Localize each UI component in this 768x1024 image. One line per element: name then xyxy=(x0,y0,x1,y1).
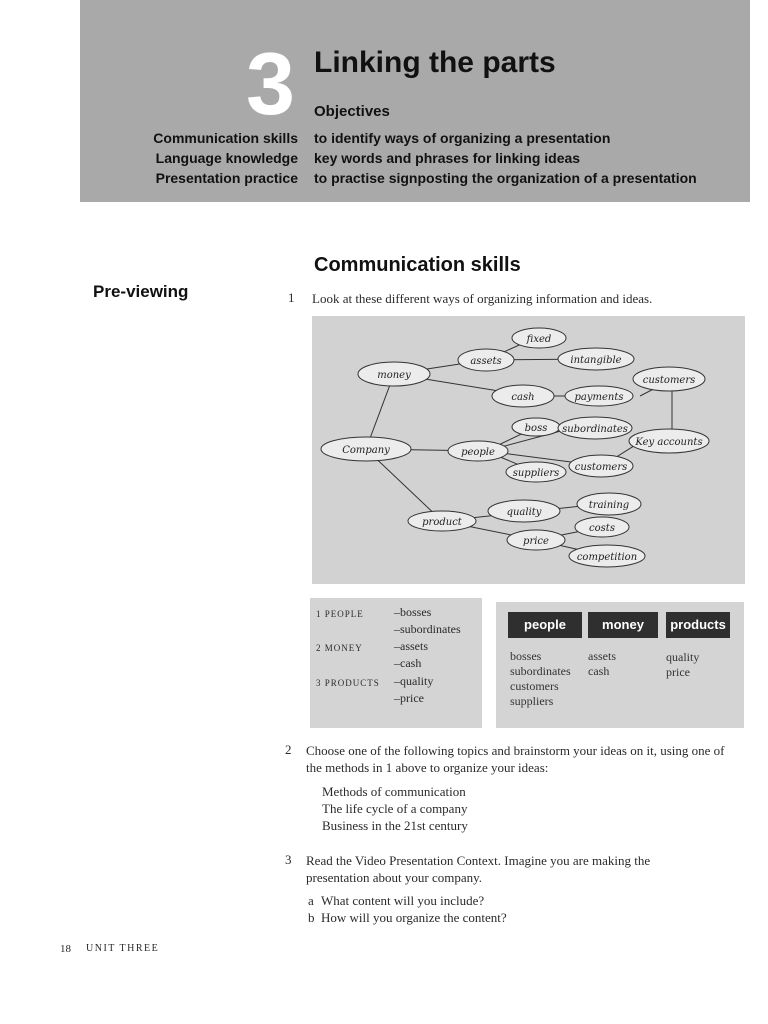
column-item: subordinates xyxy=(510,664,571,678)
node-payments: payments xyxy=(574,392,624,403)
question-number: 3 xyxy=(285,852,292,867)
column-header-people: people xyxy=(508,612,582,638)
question-number: 1 xyxy=(288,290,295,305)
outline-item: –cash xyxy=(394,656,422,670)
objective-label: Presentation practice xyxy=(155,170,298,186)
node-key-accounts: Key accounts xyxy=(635,437,703,448)
node-customers: customers xyxy=(574,462,628,473)
mind-map-svg xyxy=(312,316,745,584)
objectives-heading: Objectives xyxy=(314,103,390,120)
node-money: money xyxy=(377,370,411,381)
footer-unit-label: UNIT THREE xyxy=(86,943,160,954)
node-customers-top: customers xyxy=(642,375,696,386)
node-subordinates: subordinates xyxy=(562,424,628,435)
column-item: quality xyxy=(666,650,700,664)
node-assets: assets xyxy=(470,356,502,367)
node-costs: costs xyxy=(589,523,615,534)
mind-map-diagram xyxy=(312,316,745,584)
column-item: cash xyxy=(588,664,610,678)
node-price: price xyxy=(523,536,549,547)
section-title: Communication skills xyxy=(314,254,521,276)
objective-text: to identify ways of organizing a presentation xyxy=(314,130,611,146)
outline-category: 2 MONEY xyxy=(316,643,363,653)
sub-question-letter: b xyxy=(308,910,315,925)
side-heading: Pre-viewing xyxy=(93,282,189,301)
outline-item: –price xyxy=(394,691,424,705)
unit-number: 3 xyxy=(246,34,295,133)
outline-item: –bosses xyxy=(394,605,432,619)
question-text: Choose one of the following topics and brainstorm your ideas on it, using one of the methods in 1 above to organize your ideas: xyxy=(306,743,725,775)
column-item: customers xyxy=(510,679,559,693)
column-item: price xyxy=(666,665,690,679)
node-suppliers: suppliers xyxy=(512,468,560,479)
node-company: Company xyxy=(342,445,390,456)
question-text: Look at these different ways of organizing information and ideas. xyxy=(312,291,653,306)
outline-item: –quality xyxy=(394,674,434,688)
node-quality: quality xyxy=(506,507,542,518)
topic-item: Methods of communication xyxy=(322,784,466,799)
node-intangible: intangible xyxy=(570,355,622,366)
outline-category: 1 PEOPLE xyxy=(316,609,364,619)
objective-text: key words and phrases for linking ideas xyxy=(314,150,581,166)
question-number: 2 xyxy=(285,742,292,757)
objective-label: Communication skills xyxy=(153,130,298,146)
outline-list-box xyxy=(310,598,482,728)
topic-item: Business in the 21st century xyxy=(322,818,468,833)
column-item: assets xyxy=(588,649,616,663)
node-cash: cash xyxy=(511,392,535,403)
outline-category: 3 PRODUCTS xyxy=(316,678,380,688)
column-header-products: products xyxy=(666,612,730,638)
unit-title: Linking the parts xyxy=(314,46,556,79)
outline-item: –assets xyxy=(394,639,428,653)
objective-label: Language knowledge xyxy=(155,150,298,166)
node-product: product xyxy=(422,517,462,528)
objective-text: to practise signposting the organization of a presentation xyxy=(314,170,697,186)
column-header-money: money xyxy=(588,612,658,638)
columns-box xyxy=(496,602,744,728)
node-fixed: fixed xyxy=(526,334,552,345)
page-number: 18 xyxy=(60,943,71,955)
topic-item: The life cycle of a company xyxy=(322,801,468,816)
outline-item: –subordinates xyxy=(394,622,461,636)
sub-question-text: What content will you include? xyxy=(321,893,485,908)
column-item: suppliers xyxy=(510,694,554,708)
node-boss: boss xyxy=(524,423,548,434)
sub-question-letter: a xyxy=(308,893,314,908)
sub-question-text: How will you organize the content? xyxy=(321,910,507,925)
node-competition: competition xyxy=(576,552,638,563)
node-training: training xyxy=(588,500,630,511)
column-item: bosses xyxy=(510,649,542,663)
question-text: Read the Video Presentation Context. Imagine you are making the presentation about your company. xyxy=(306,853,651,885)
node-people: people xyxy=(461,447,495,458)
